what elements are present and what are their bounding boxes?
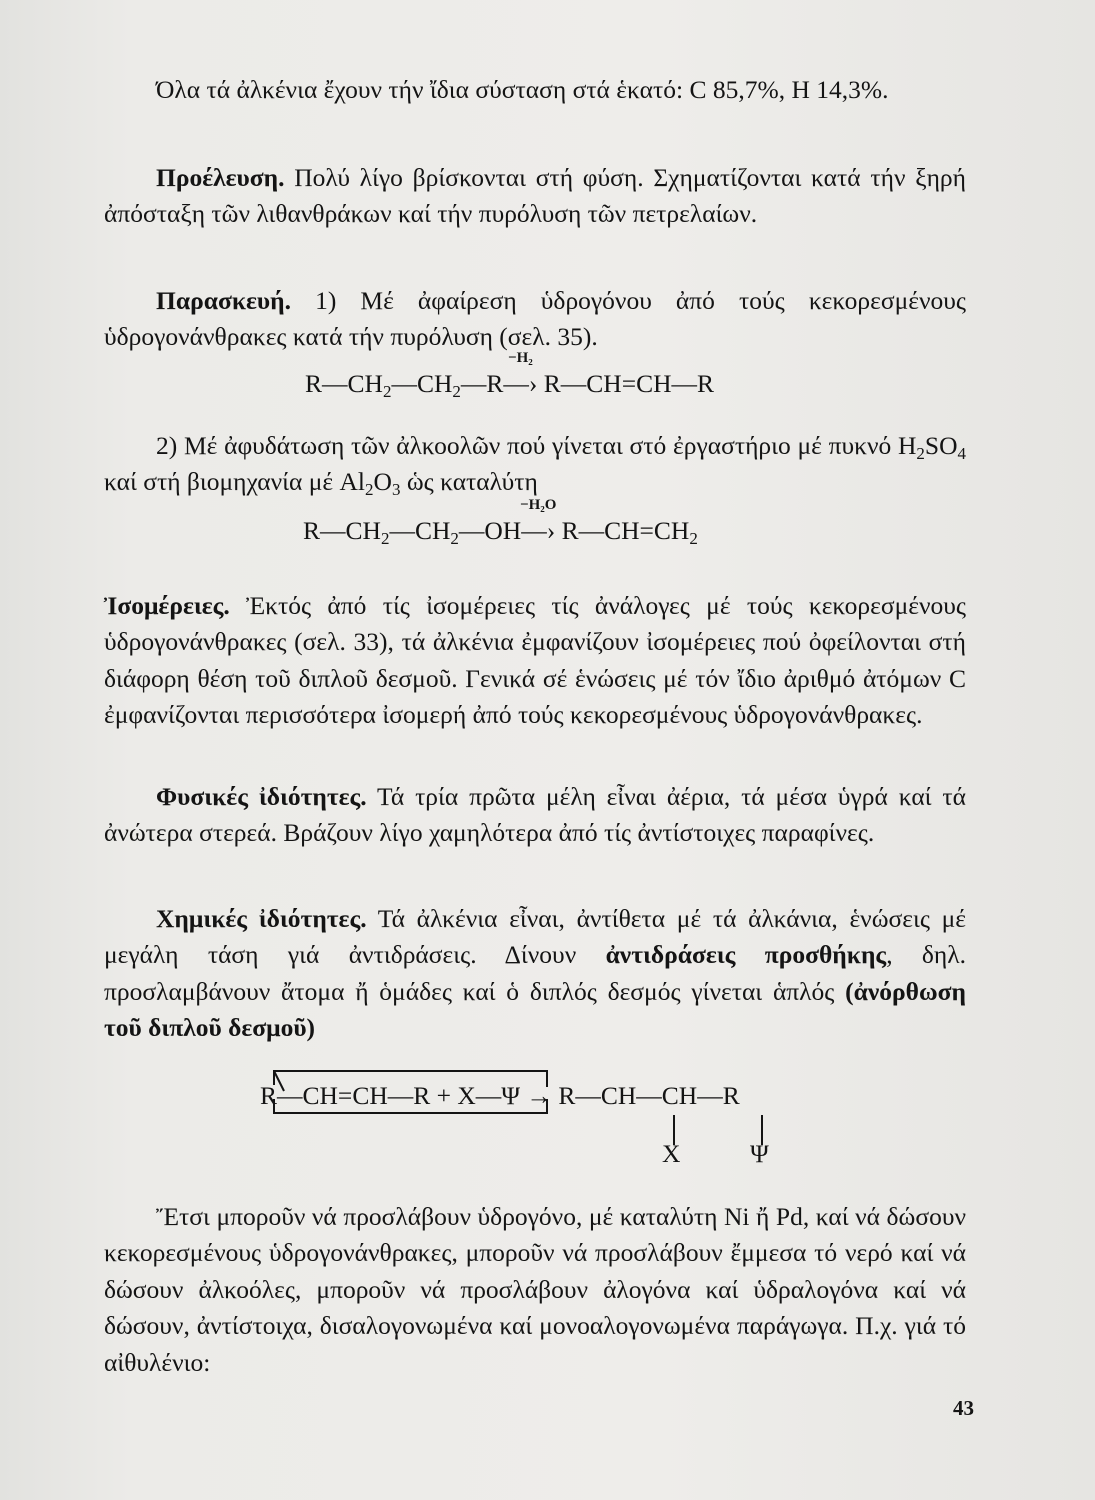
section-preparation [104, 283, 966, 356]
eq3-reactant: R—CH=CH—R + X—Ψ [260, 1081, 521, 1110]
section-physical [104, 779, 966, 852]
section-chemical [104, 901, 966, 1047]
eq2-sub: 2 [689, 529, 698, 548]
eq1-mid: —CH [391, 369, 453, 398]
examples-paragraph: Ἔτσι μποροῦν νά προσλάβουν ὑδρογόνο, μέ καταλύτη Ni ἤ Pd, καί νά δώσουν κεκορεσμένους ὑδρογονάνθρακες, μποροῦν νά προσλάβουν ἔμμεσα τό νερό καί νά δώσουν ἀλκοόλες, μποροῦν νά προσλάβουν ἀλογόνα καί ὑδραλογόνα καί νά δώσουν, ἀντίστοιχα, δισαλογονωμένα καί μονοαλογονωμένα παράγωγα. Π.χ. γιά τό αἰθυλένιο: [104, 1202, 966, 1377]
eq1-sub: 2 [452, 382, 461, 401]
eq3-line [260, 1081, 740, 1111]
origin-heading: Προέλευση. [156, 163, 285, 192]
preparation-paragraph-1 [104, 283, 966, 356]
eq1-arrow: −H₂ —› [503, 350, 538, 398]
isomerism-text: Ἐκτός ἀπό τίς ἰσομέρειες τίς ἀνάλογες μέ τούς κεκορεσμένους ὑδρογονάνθρακες (σελ. 33), τά ἀλκένια ἐμφανίζουν ἰσομέρειες πού ὀφείλονται στή διάφορη θέση τοῦ διπλοῦ δεσμοῦ. Γενικά σέ ἑνώσεις μέ τόν ἴδιο ἀριθμό ἀτόμων C ἐμφανίζονται περισσότερα ἰσομερή ἀπό τούς κεκορεσμένους ὑδρογονάνθρακες. [104, 591, 966, 730]
preparation-text-1: 1) Μέ ἀφαίρεση ὑδρογόνου ἀπό τούς κεκορεσμένους ὑδρογονάνθρακες κατά τήν πυρόλυση (σελ. 35). [104, 286, 966, 352]
addition-reactions-term: ἀντιδράσεις προσθήκης [605, 940, 887, 970]
eq1-left: R—CH [305, 369, 383, 398]
eq2-product: R—CH=CH [561, 516, 690, 545]
page-number: 43 [953, 1396, 974, 1420]
origin-paragraph [104, 160, 966, 233]
composition-paragraph: Όλα τά ἀλκένια ἔχουν τήν ἴδια σύσταση στά ἑκατό: C 85,7%, H 14,3%. [156, 75, 889, 104]
eq2-arrow-label: −H₂O [520, 497, 557, 513]
double-bond-saturation-term: (ἀνόρθωση τοῦ διπλοῦ δεσμοῦ) [104, 976, 966, 1043]
isomerism-paragraph [104, 588, 966, 734]
section-preparation-2 [104, 428, 966, 501]
prep2-c: καί στή βιομηχανία μέ Al [104, 467, 366, 497]
prep2-e: ὡς καταλύτη [400, 467, 538, 497]
origin-text: Πολύ λίγο βρίσκονται στή φύση. Σχηματίζονται κατά τήν ξηρή ἀπόσταξη τῶν λιθανθράκων καί τήν πυρόλυση τῶν πετρελαίων. [104, 163, 966, 229]
prep2-d: O [373, 467, 392, 497]
section-origin [104, 160, 966, 233]
prep2-b: SO [924, 431, 958, 460]
eq1-product: R—CH=CH—R [543, 369, 715, 398]
prep2-sub: 2 [365, 480, 374, 500]
preparation-heading: Παρασκευή. [156, 286, 291, 315]
equation-dehydrogenation [305, 350, 715, 401]
prep2-sub: 2 [916, 444, 925, 463]
eq1-right: —R [460, 369, 504, 398]
eq2-right: —OH [458, 516, 522, 545]
eq2-sub: 2 [450, 529, 459, 548]
eq1-sub: 2 [382, 382, 392, 401]
chemical-heading: Χημικές ἰδιότητες. [156, 904, 367, 933]
eq1-arrow-label: −H₂ [508, 350, 533, 366]
prep2-a: 2) Μέ ἀφυδάτωση τῶν ἀλκοολῶν πού γίνεται στό ἐργαστήριο μέ πυκνό H [156, 431, 917, 460]
chemical-paragraph [104, 901, 966, 1047]
physical-paragraph [104, 779, 966, 852]
eq3-product: R—CH—CH—R [558, 1081, 740, 1110]
chemical-text-1: Τά ἀλκένια εἶναι, ἀντίθετα μέ τά ἀλκάνια, ἑνώσεις μέ μεγάλη τάση γιά ἀντιδράσεις. Δίνουν [104, 904, 966, 970]
isomerism-heading: Ἰσομέρειες. [104, 591, 230, 620]
section-examples [104, 1199, 966, 1381]
physical-text: Τά τρία πρῶτα μέλη εἶναι ἀέρια, τά μέσα ὑγρά καί τά ἀνώτερα στερεά. Βράζουν λίγο χαμηλότερα ἀπό τίς ἀντίστοιχες παραφίνες. [104, 782, 967, 848]
physical-heading: Φυσικές ἰδιότητες. [156, 782, 367, 811]
eq3-substituent-x: X [662, 1139, 681, 1168]
equation-addition [260, 1065, 820, 1175]
eq2-arrow: −H₂O —› [520, 497, 557, 545]
eq2-mid: —CH [389, 516, 451, 545]
eq2-left: R—CH [303, 516, 381, 545]
section-isomerism [104, 588, 966, 734]
eq2-sub: 2 [380, 529, 390, 548]
chemical-text-2: , δηλ. προσλαμβάνουν ἄτομα ἤ ὁμάδες καί ὁ διπλός δεσμός γίνεται ἁπλός [104, 940, 966, 1006]
prep2-sub: 4 [957, 444, 966, 463]
section-composition [104, 72, 966, 108]
equation-dehydration [303, 497, 698, 548]
preparation-paragraph-2 [104, 428, 966, 501]
eq3-substituent-psi: Ψ [750, 1139, 769, 1168]
prep2-sub: 3 [391, 480, 401, 500]
eq3-arrow: → [526, 1081, 552, 1110]
